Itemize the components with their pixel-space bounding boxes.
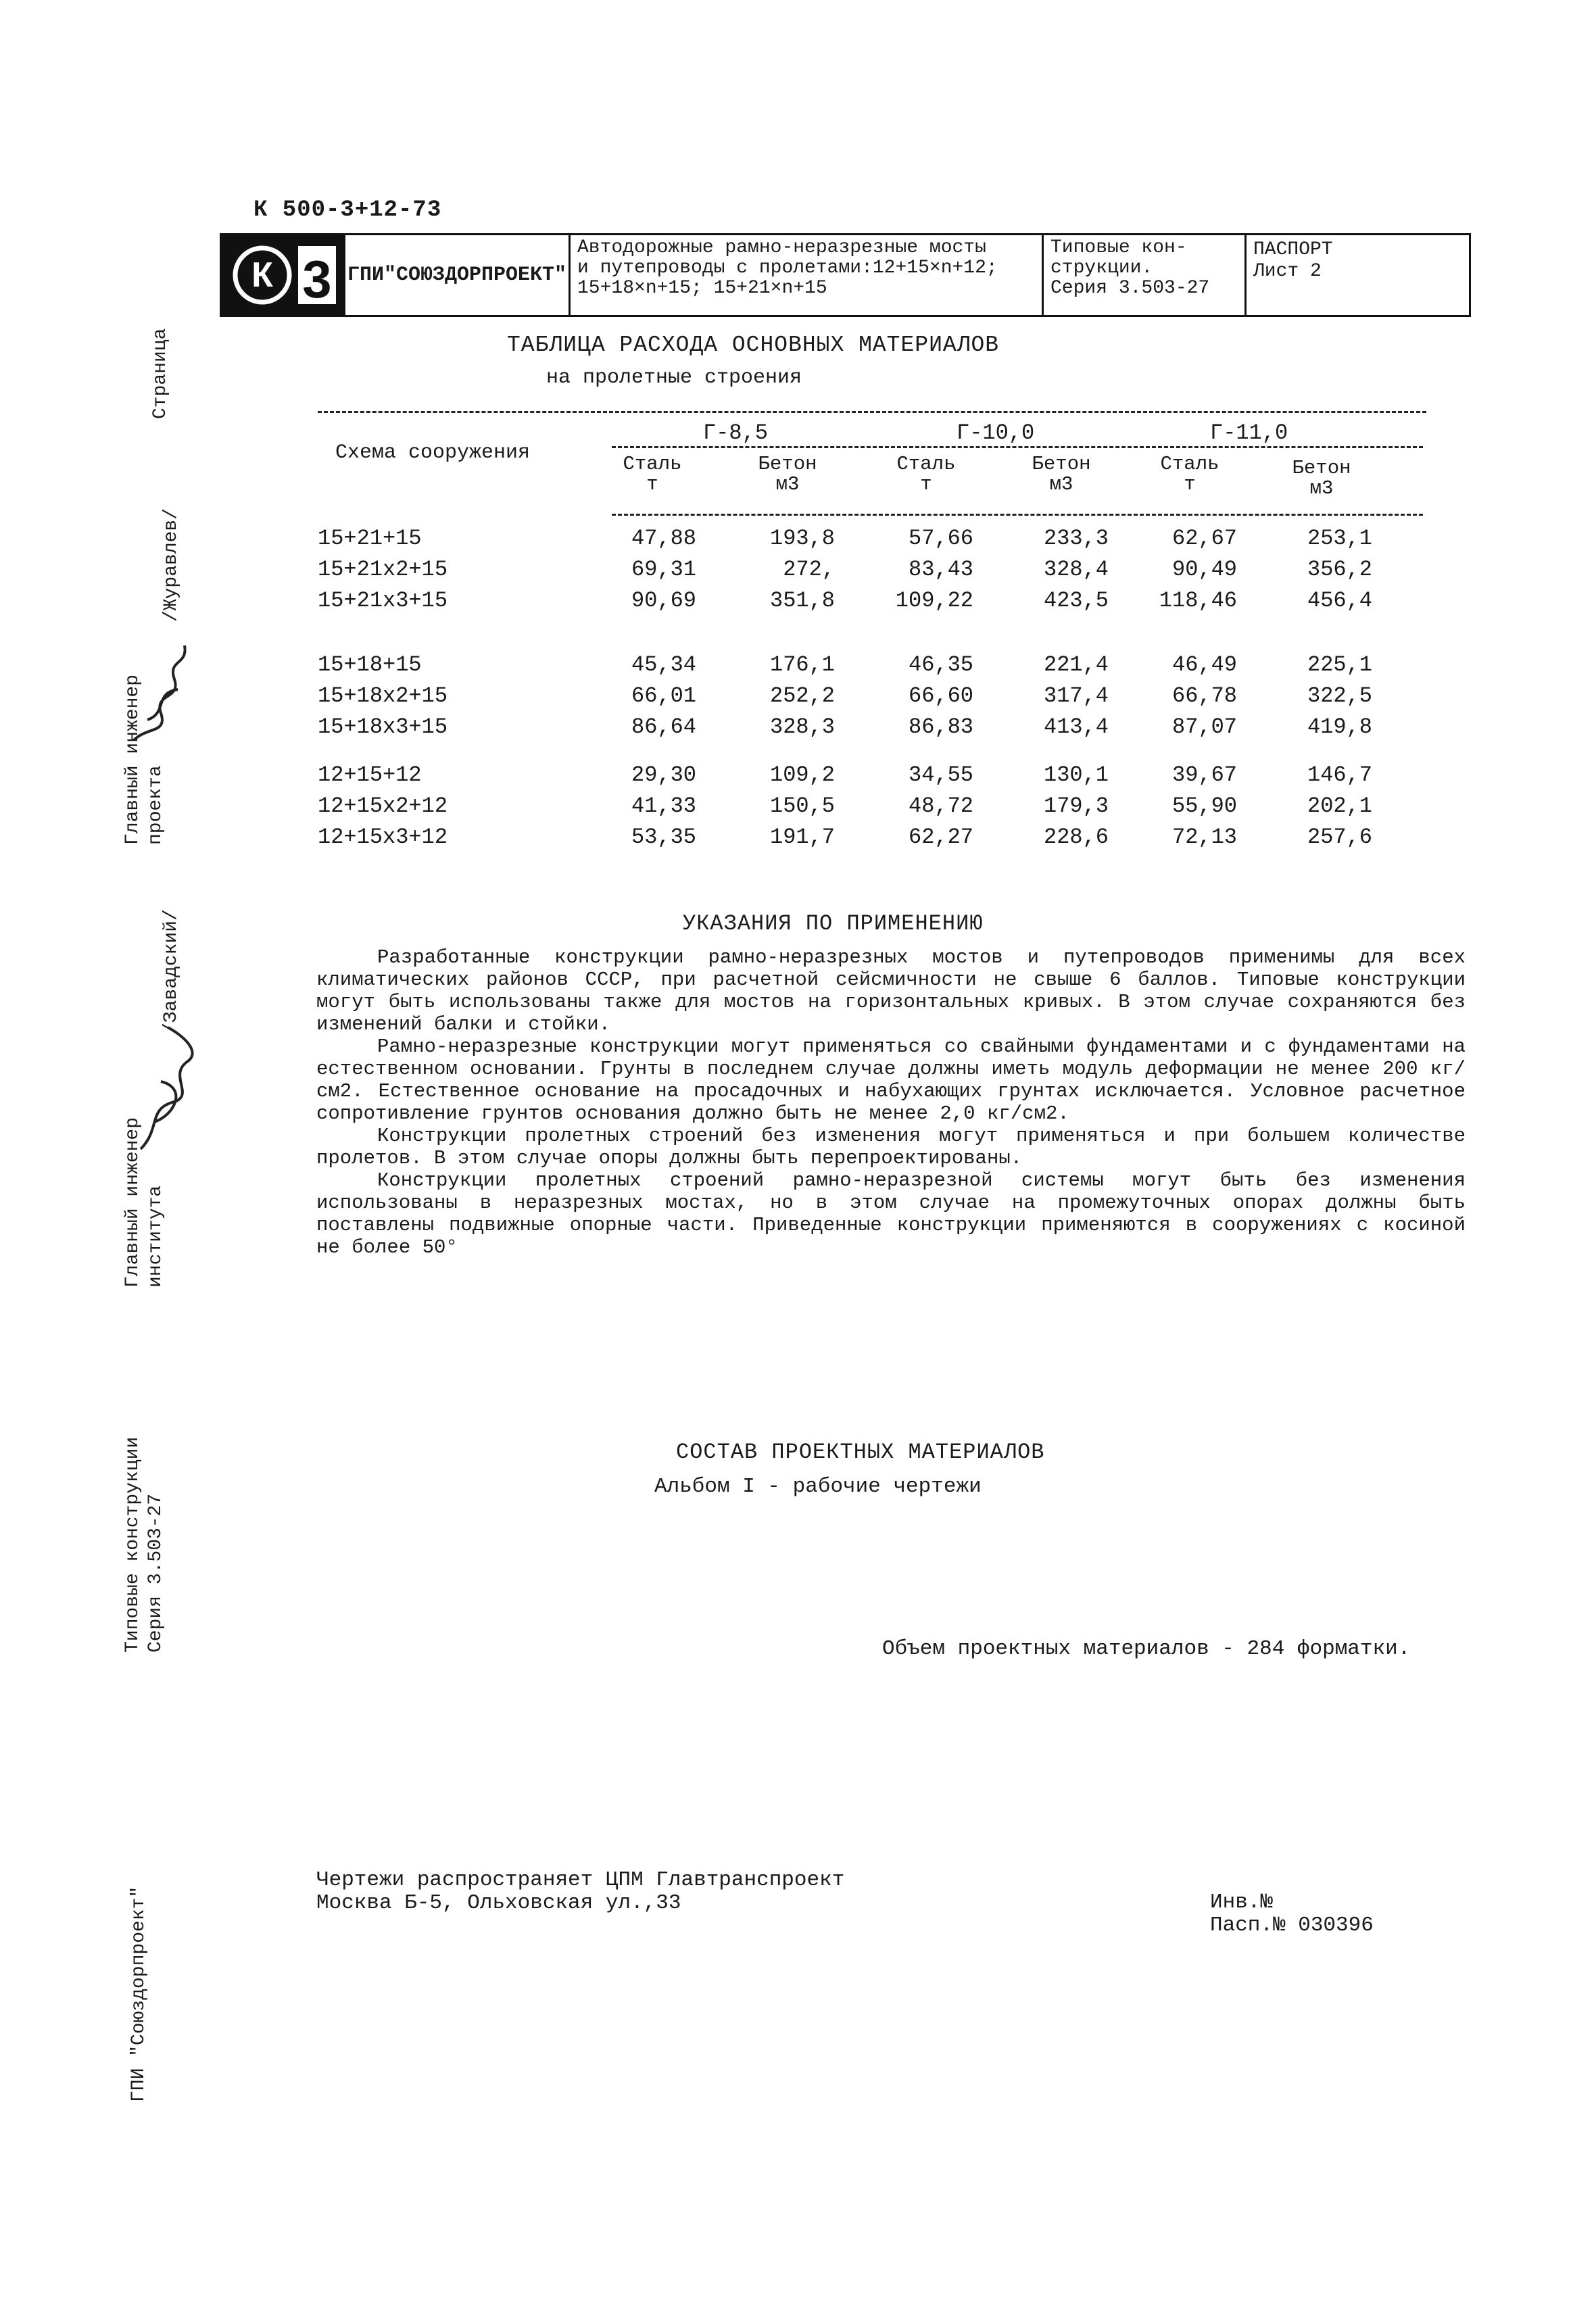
value-cell: 55,90 xyxy=(1171,794,1237,819)
value-cell: 228,6 xyxy=(1043,825,1109,850)
header-bottom-rule xyxy=(612,514,1423,516)
scheme-cell: 15+18x3+15 xyxy=(318,714,448,739)
column-header-name: Бетон xyxy=(1032,453,1091,475)
materials-title: СОСТАВ ПРОЕКТНЫХ МАТЕРИАЛОВ xyxy=(676,1440,1045,1465)
album-line: Альбом I - рабочие чертежи xyxy=(654,1475,982,1498)
value-cell: 66,01 xyxy=(631,683,696,708)
signature-icon xyxy=(120,1014,208,1156)
sheet-type: ПАСПОРТ xyxy=(1253,239,1333,260)
column-header-unit: м3 xyxy=(775,473,800,495)
value-cell: 146,7 xyxy=(1307,762,1372,787)
value-cell: 419,8 xyxy=(1307,714,1372,739)
scheme-cell: 12+15x3+12 xyxy=(318,825,448,850)
scheme-header: Схема сооружения xyxy=(335,441,531,464)
column-header-unit: м3 xyxy=(1049,473,1073,495)
value-cell: 83,43 xyxy=(908,557,973,582)
scheme-cell: 12+15+12 xyxy=(318,762,422,787)
value-cell: 41,33 xyxy=(631,794,696,819)
value-cell: 317,4 xyxy=(1043,683,1109,708)
org-side-label: ГПИ "Союздорпроект" xyxy=(128,1886,149,2102)
value-cell: 47,88 xyxy=(631,526,696,551)
inventory-number: Инв.№ xyxy=(1210,1891,1274,1914)
label-line: института xyxy=(145,1185,166,1288)
instructions-text xyxy=(316,946,1466,1259)
value-cell: 179,3 xyxy=(1043,794,1109,819)
value-cell: 46,35 xyxy=(908,652,973,677)
sk3-logo-icon xyxy=(225,238,340,312)
inventory-info xyxy=(1210,1891,1374,1937)
instructions-paragraph: Конструкции пролетных строений без изменения могут применяться и при большем количестве пролетов. В этом случае опоры должны быть перепроектированы. xyxy=(316,1125,1466,1169)
instructions-paragraph: Конструкции пролетных строений рамно-неразрезной системы могут быть без изменения использованы в неразрезных мостах, но в этом случае на промежуточных опорах должны быть поставлены подвижные опорные части. Приведенные конструкции применяются в сооружениях с косиной не более 50° xyxy=(316,1169,1466,1259)
column-header-name: Сталь xyxy=(1160,453,1219,475)
volume-line: Объем проектных материалов - 284 форматки. xyxy=(882,1637,1411,1661)
label-line: Серия 3.503-27 xyxy=(145,1493,166,1653)
value-cell: 87,07 xyxy=(1171,714,1237,739)
series-line: струкции. xyxy=(1050,258,1153,278)
value-cell: 69,31 xyxy=(631,557,696,582)
scheme-cell: 15+21x2+15 xyxy=(318,557,448,582)
column-header xyxy=(875,454,977,495)
group-header: Г-8,5 xyxy=(703,420,769,445)
value-cell: 29,30 xyxy=(631,762,696,787)
value-cell: 66,60 xyxy=(908,683,973,708)
value-cell: 48,72 xyxy=(908,794,973,819)
value-cell: 118,46 xyxy=(1159,588,1237,613)
value-cell: 176,1 xyxy=(769,652,835,677)
value-cell: 62,27 xyxy=(908,825,973,850)
value-cell: 62,67 xyxy=(1171,526,1237,551)
value-cell: 252,2 xyxy=(769,683,835,708)
title-line: Автодорожные рамно-неразрезные мосты xyxy=(577,237,986,258)
value-cell: 191,7 xyxy=(769,825,835,850)
label-line: Главный инженер xyxy=(122,674,143,845)
value-cell: 39,67 xyxy=(1171,762,1237,787)
svg-text:3: 3 xyxy=(302,249,332,309)
series-line: Типовые кон- xyxy=(1050,237,1187,258)
group-header: Г-10,0 xyxy=(957,420,1035,445)
column-header-name: Сталь xyxy=(896,453,956,475)
column-header xyxy=(1271,458,1372,499)
value-cell: 53,35 xyxy=(631,825,696,850)
column-header xyxy=(1011,454,1112,495)
address-line: Москва Б-5, Ольховская ул.,33 xyxy=(316,1891,681,1915)
value-cell: 150,5 xyxy=(769,794,835,819)
value-cell: 328,3 xyxy=(769,714,835,739)
value-cell: 86,64 xyxy=(631,714,696,739)
value-cell: 413,4 xyxy=(1043,714,1109,739)
column-header-unit: т xyxy=(920,473,932,495)
chief-engineer-institute-name: /Завадский/ xyxy=(161,909,182,1034)
scheme-cell: 15+18x2+15 xyxy=(318,683,448,708)
value-cell: 456,4 xyxy=(1307,588,1372,613)
value-cell: 130,1 xyxy=(1043,762,1109,787)
value-cell: 90,49 xyxy=(1171,557,1237,582)
page-label: Страница xyxy=(150,328,171,419)
value-cell: 109,2 xyxy=(769,762,835,787)
scheme-cell: 12+15x2+12 xyxy=(318,794,448,819)
value-cell: 202,1 xyxy=(1307,794,1372,819)
column-header-name: Сталь xyxy=(623,453,682,475)
label-line: Типовые конструкции xyxy=(122,1436,143,1653)
table-subtitle: на пролетные строения xyxy=(546,366,802,389)
column-header xyxy=(1139,454,1240,495)
value-cell: 66,78 xyxy=(1171,683,1237,708)
org-logo xyxy=(222,235,345,315)
signature-icon xyxy=(120,625,201,754)
sheet-number: Лист 2 xyxy=(1253,261,1322,282)
value-cell: 356,2 xyxy=(1307,557,1372,582)
scheme-cell: 15+18+15 xyxy=(318,652,422,677)
series-label xyxy=(122,1437,168,1653)
value-cell: 34,55 xyxy=(908,762,973,787)
series-line: Серия 3.503-27 xyxy=(1050,278,1210,299)
value-cell: 253,1 xyxy=(1307,526,1372,551)
org-name: ГПИ"СОЮЗДОРПРОЕКТ" xyxy=(345,235,571,315)
column-header-unit: м3 xyxy=(1309,477,1334,499)
title-line: 15+18×n+15; 15+21×n+15 xyxy=(577,278,827,299)
column-header-name: Бетон xyxy=(758,453,817,475)
document-title xyxy=(571,235,1044,315)
value-cell: 109,22 xyxy=(895,588,973,613)
column-header xyxy=(737,454,838,495)
passport-number: Пасп.№ 030396 xyxy=(1210,1914,1374,1937)
column-header-unit: т xyxy=(646,473,658,495)
value-cell: 322,5 xyxy=(1307,683,1372,708)
value-cell: 45,34 xyxy=(631,652,696,677)
group-rule xyxy=(612,446,1423,448)
chief-engineer-project-name: /Журавлев/ xyxy=(161,508,182,622)
instructions-paragraph: Разработанные конструкции рамно-неразрезных мостов и путепроводов применимы для всех климатических районов СССР, при расчетной сейсмичности не свыше 6 баллов. Типовые конструкции могут быть использованы также для мостов на горизонтальных кривых. В этом случае сохраняются без изменений балки и стойки. xyxy=(316,946,1466,1035)
series-box xyxy=(1044,235,1247,315)
value-cell: 233,3 xyxy=(1043,526,1109,551)
value-cell: 193,8 xyxy=(769,526,835,551)
title-stamp xyxy=(220,233,1471,317)
scheme-cell: 15+21+15 xyxy=(318,526,422,551)
title-line: и путепроводы с пролетами:12+15×n+12; xyxy=(577,258,998,278)
distributor-line: Чертежи распространяет ЦПМ Главтранспроект xyxy=(316,1868,845,1892)
column-header-unit: т xyxy=(1184,473,1196,495)
column-header-name: Бетон xyxy=(1292,457,1351,479)
svg-text:К: К xyxy=(251,255,273,295)
value-cell: 351,8 xyxy=(769,588,835,613)
label-line: Главный инженер xyxy=(122,1117,143,1288)
distributor-info xyxy=(316,1869,844,1915)
value-cell: 423,5 xyxy=(1043,588,1109,613)
value-cell: 72,13 xyxy=(1171,825,1237,850)
value-cell: 272, xyxy=(783,557,835,582)
column-header xyxy=(602,454,703,495)
value-cell: 221,4 xyxy=(1043,652,1109,677)
value-cell: 328,4 xyxy=(1043,557,1109,582)
value-cell: 225,1 xyxy=(1307,652,1372,677)
instructions-paragraph: Рамно-неразрезные конструкции могут применяться со свайными фундаментами и с фундаментами на естественном основании. Грунты в последнем случае должны иметь модуль деформации не менее 200 кг/см2. Естественное основание на просадочных и набухающих грунтах исключается. Условное расчетное сопротивление грунтов основания должно быть не менее 2,0 кг/см2. xyxy=(316,1035,1466,1125)
group-header: Г-11,0 xyxy=(1210,420,1288,445)
document-code: К 500-3+12-73 xyxy=(253,197,442,223)
value-cell: 90,69 xyxy=(631,588,696,613)
instructions-title: УКАЗАНИЯ ПО ПРИМЕНЕНИЮ xyxy=(683,911,984,936)
value-cell: 46,49 xyxy=(1171,652,1237,677)
value-cell: 257,6 xyxy=(1307,825,1372,850)
value-cell: 57,66 xyxy=(908,526,973,551)
value-cell: 86,83 xyxy=(908,714,973,739)
table-top-rule xyxy=(318,411,1426,413)
table-title: ТАБЛИЦА РАСХОДА ОСНОВНЫХ МАТЕРИАЛОВ xyxy=(507,333,1000,358)
scheme-cell: 15+21x3+15 xyxy=(318,588,448,613)
sheet-box xyxy=(1247,235,1469,315)
label-line: проекта xyxy=(145,765,166,845)
